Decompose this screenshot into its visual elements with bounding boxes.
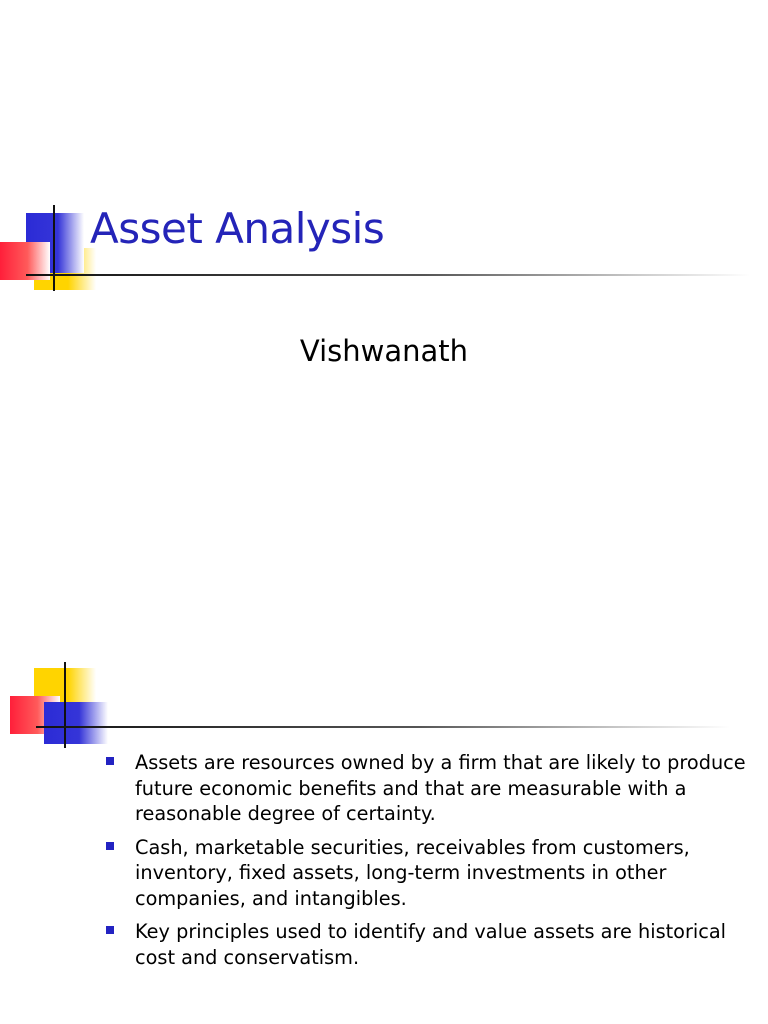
square-bullet-icon bbox=[106, 842, 114, 850]
square-bullet-icon bbox=[106, 926, 114, 934]
slide-title: Asset Analysis bbox=[90, 204, 385, 253]
title-underline-rule bbox=[26, 274, 750, 276]
bullet-text: Key principles used to identify and value assets are historical cost and conservatism. bbox=[135, 920, 727, 969]
vertical-rule-decoration bbox=[64, 662, 66, 748]
bullet-list bbox=[106, 750, 746, 978]
content-slide bbox=[0, 640, 768, 1024]
square-bullet-icon bbox=[106, 757, 114, 765]
bullet-item bbox=[106, 750, 746, 827]
bullet-item bbox=[106, 835, 746, 912]
bullet-text: Assets are resources owned by a firm that are likely to produce future economic benefits and that are measurable with a reasonable degree of certainty. bbox=[135, 751, 746, 825]
blue-square-decoration bbox=[44, 702, 108, 744]
bullet-item bbox=[106, 919, 746, 970]
header-rule bbox=[36, 726, 730, 728]
author-name: Vishwanath bbox=[299, 334, 469, 368]
bullet-text: Cash, marketable securities, receivables from customers, inventory, fixed assets, long-term investments in other companies, and intangibles. bbox=[135, 835, 690, 910]
vertical-rule-decoration bbox=[53, 205, 55, 291]
